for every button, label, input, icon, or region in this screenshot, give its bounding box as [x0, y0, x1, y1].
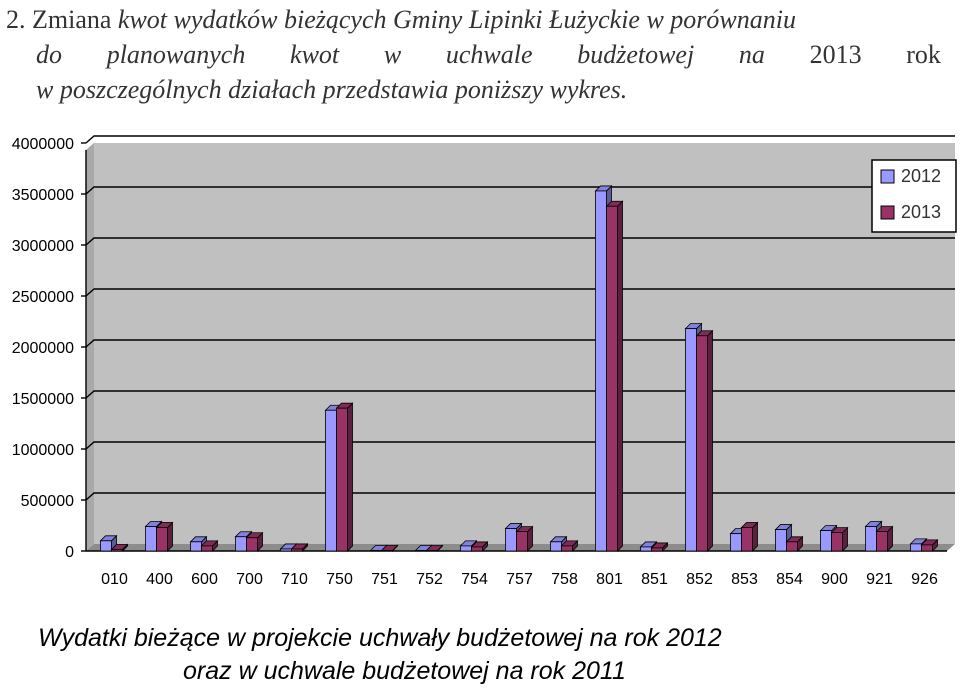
legend-swatch [881, 206, 894, 219]
bar-front [191, 542, 202, 551]
bar-front [461, 546, 472, 551]
bar-front [326, 410, 337, 551]
section-number: 2. [6, 5, 26, 34]
heading-line-3: w poszczególnych działach przedstawia poniższy wykres. [36, 75, 628, 104]
bar-front [506, 529, 517, 551]
bar-front [877, 532, 888, 551]
bar-2013-852 [697, 331, 713, 551]
y-tick-label: 3500000 [11, 187, 74, 204]
bar-2013-854 [787, 537, 803, 551]
x-tick-label: 757 [506, 571, 533, 588]
y-tick-label: 0 [65, 544, 74, 561]
bar-front [337, 408, 348, 551]
bar-front [641, 547, 652, 551]
bar-front [596, 191, 607, 551]
x-tick-label: 854 [776, 571, 803, 588]
bar-2013-853 [742, 523, 758, 551]
bar-front [247, 538, 258, 551]
bar-front [236, 537, 247, 551]
bar-front [866, 527, 877, 551]
x-tick-label: 853 [731, 571, 758, 588]
chart-back-wall [94, 143, 955, 544]
bar-front [731, 534, 742, 551]
bar-front [146, 527, 157, 551]
y-tick-label: 2500000 [11, 289, 74, 306]
bar-front [562, 546, 573, 551]
bar-front [607, 206, 618, 551]
bar-2013-700 [247, 533, 263, 551]
bar-2013-750 [337, 403, 353, 551]
x-tick-label: 010 [101, 571, 128, 588]
y-tick-label: 2000000 [11, 340, 74, 357]
bar-front [202, 546, 213, 551]
bar-front [101, 541, 112, 551]
x-tick-label: 400 [146, 571, 173, 588]
y-tick-label: 500000 [20, 493, 74, 510]
x-tick-label: 752 [416, 571, 443, 588]
x-tick-label: 751 [371, 571, 398, 588]
bar-2013-900 [832, 528, 848, 551]
bar-front [472, 547, 483, 551]
bar-2013-400 [157, 523, 173, 551]
bar-front [157, 528, 168, 551]
heading-word: planowanych [106, 40, 246, 69]
y-tick-label: 1000000 [11, 442, 74, 459]
bar-front [292, 549, 303, 551]
bar-front [776, 530, 787, 551]
legend-label: 2012 [901, 166, 942, 186]
x-tick-label: 758 [551, 571, 578, 588]
x-tick-label: 801 [596, 571, 623, 588]
bar-front [922, 545, 933, 551]
heading-word: rok [906, 40, 941, 69]
heading-word: uchwale [445, 40, 533, 69]
chart-side-wall [86, 143, 94, 551]
bar-front [112, 549, 123, 551]
bar-front [416, 550, 427, 551]
gridline [86, 136, 955, 143]
y-tick-label: 4000000 [11, 136, 74, 153]
y-tick-label: 1500000 [11, 391, 74, 408]
bar-front [517, 532, 528, 551]
bar-side [618, 201, 623, 551]
bar-front [371, 550, 382, 551]
legend-label: 2013 [901, 202, 942, 222]
bar-front [742, 528, 753, 551]
bar-2013-921 [877, 527, 893, 551]
caption-line-1: Wydatki bieżące w projekcie uchwały budżetowej na rok 2012 [38, 624, 722, 652]
x-tick-label: 900 [821, 571, 848, 588]
bar-front [427, 550, 438, 551]
bar-side [708, 331, 713, 551]
x-tick-label: 921 [866, 571, 893, 588]
legend-swatch [881, 170, 894, 183]
x-tick-label: 851 [641, 571, 668, 588]
x-tick-label: 754 [461, 571, 488, 588]
x-tick-label: 710 [281, 571, 308, 588]
x-tick-label: 700 [236, 571, 263, 588]
caption-line-2: oraz w uchwale budżetowej na rok 2011 [183, 657, 626, 685]
bar-front [911, 544, 922, 551]
x-tick-label: 926 [911, 571, 938, 588]
bar-front [652, 548, 663, 551]
bar-chart [0, 130, 960, 600]
heading-word: do [36, 40, 62, 69]
bar-front [821, 531, 832, 551]
heading-word: budżetowej [577, 40, 695, 69]
bar-front [551, 542, 562, 551]
bar-front [281, 549, 292, 551]
x-tick-label: 852 [686, 571, 713, 588]
x-tick-label: 750 [326, 571, 353, 588]
heading-word: na [738, 40, 765, 69]
bar-2013-757 [517, 527, 533, 551]
heading-year: 2013 [809, 40, 862, 69]
bar-front [787, 542, 798, 551]
heading-first-word: Zmiana [32, 5, 112, 34]
y-tick-label: 3000000 [11, 238, 74, 255]
bar-side [348, 403, 353, 551]
bar-2013-801 [607, 201, 623, 551]
heading-word: kwot [290, 40, 340, 69]
chart-caption [0, 622, 960, 688]
bar-front [832, 533, 843, 551]
heading-line-1: kwot wydatków bieżących Gminy Lipinki Łużyckie w porównaniu [117, 5, 796, 34]
page-heading [6, 2, 941, 107]
bar-front [686, 329, 697, 551]
bar-front [382, 550, 393, 551]
heading-word: w [383, 40, 402, 69]
bar-front [697, 336, 708, 551]
x-tick-label: 600 [191, 571, 218, 588]
